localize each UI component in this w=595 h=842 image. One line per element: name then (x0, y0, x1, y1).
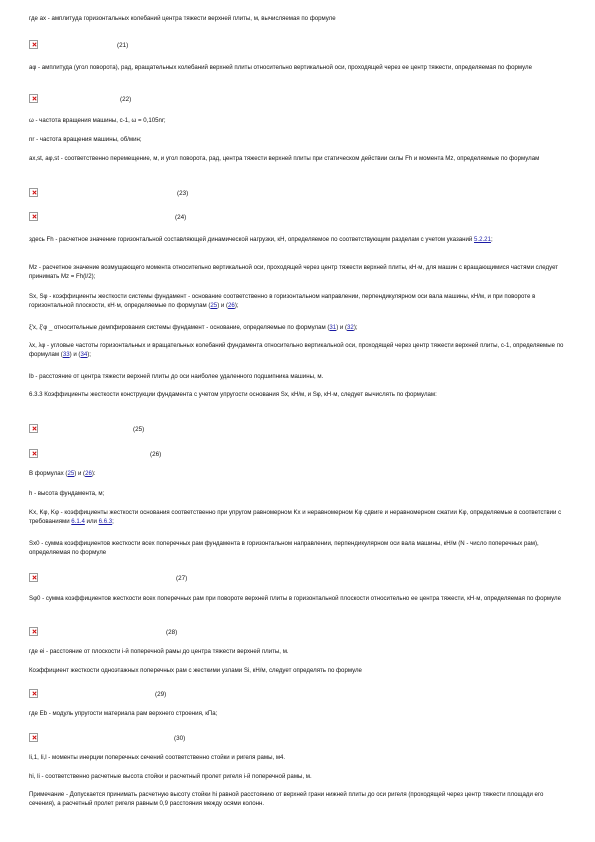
formula-number: (29) (155, 691, 167, 698)
broken-image-icon (29, 424, 38, 433)
paragraph: здесь Fh - расчетное значение горизонтальной составляющей динамической нагрузки, кН, определяемое по соответствующим разделам с учетом указаний 5.2.21; (29, 236, 493, 243)
paragraph: Sφ0 - сумма коэффициентов жесткости всех поперечных рам при повороте верхней плиты в горизонтальной плоскости относительно ее центра тяжести, кН·м, определяемая по формуле (29, 595, 561, 602)
paragraph: aφ - амплитуда (угол поворота), рад, вращательных колебаний верхней плиты относительно вертикальной оси, проходящей через ее центр тяжести, определяемая по формуле (29, 64, 532, 71)
paragraph: lb - расстояние от центра тяжести верхней плиты до оси наиболее удаленного подшипника машины, м. (29, 373, 324, 380)
formula-number: (27) (176, 575, 188, 582)
formula-number: (21) (117, 42, 129, 49)
broken-image-icon (29, 94, 38, 103)
paragraph: ω - частота вращения машины, с-1, ω = 0,105nr; (29, 117, 166, 124)
broken-image-icon (29, 733, 38, 742)
formula-number: (28) (166, 629, 178, 636)
formula-link[interactable]: 26 (85, 470, 92, 477)
broken-image-icon (29, 627, 38, 636)
section-link[interactable]: 5.2.21 (474, 236, 491, 243)
paragraph: λx, λφ - угловые частоты горизонтальных и вращательных колебаний фундамента относительно вертикальной оси, проходящей через центр тяжести верхней плиты, с-1, определяемые по формулам (33) и (34); (29, 342, 564, 358)
broken-image-icon (29, 188, 38, 197)
formula-number: (25) (133, 426, 145, 433)
paragraph: Sx0 - сумма коэффициентов жесткости всех поперечных рам фундамента в горизонтальном направлении, перпендикулярном оси вала машины, кН/м (N - число поперечных рам), определяемая по формуле (29, 540, 539, 556)
formula-link[interactable]: 31 (329, 324, 337, 331)
formula-link[interactable]: 32 (347, 324, 354, 331)
section-link[interactable]: 6.6.3 (98, 517, 113, 525)
broken-image-icon (29, 449, 38, 458)
section-link[interactable]: 6.1.4 (71, 517, 85, 525)
paragraph: Sx, Sφ - коэффициенты жесткости системы фундамент - основание соответственно в горизонтальном направлении, перпендикулярном оси вала машины, кН/м, и при повороте в горизонтальной плоскости, кН·м, определяемые по формулам (25) и (26); (29, 293, 536, 309)
formula-number: (26) (150, 451, 162, 458)
broken-image-icon (29, 40, 38, 49)
note-paragraph: Примечание - Допускается принимать расчетную высоту стойки hi равной расстоянию от верхней грани нижней плиты до оси ригеля (проходящей через центр тяжести площади его сечения), а расчетный пролет ригеля равным 0,9 расстояния между осями колонн. (29, 791, 544, 807)
paragraph: ξ'x, ξ'φ _ относительные демпфирования системы фундамент - основание, определяемые по формулам (31) и (32); (29, 324, 358, 331)
paragraph: nr - частота вращения машины, об/мин; (29, 136, 142, 143)
formula-link[interactable]: 25 (67, 470, 75, 477)
paragraph: где ax - амплитуда горизонтальных колебаний центра тяжести верхней плиты, м, вычисляемая по формуле (29, 15, 336, 22)
formula-number: (24) (175, 214, 187, 221)
paragraph: где Eb - модуль упругости материала рам верхнего строения, кПа; (29, 710, 218, 717)
broken-image-icon (29, 689, 38, 698)
paragraph: hi, li - соответственно расчетные высота стойки и расчетный пролет ригеля i-й поперечной рамы, м. (29, 773, 312, 780)
paragraph: Kx, Kφ, Kφ - коэффициенты жесткости основания соответственно при упругом равномерном Kx и неравномерном Kφ сдвиге и неравномерном сжатии Kφ, определяемые в соответствии с требованиями 6.1.4 или 6.6.3; (29, 509, 562, 525)
formula-link[interactable]: 34 (80, 350, 88, 358)
paragraph: где ei - расстояние от плоскости i-й поперечной рамы до центра тяжести верхней плиты, м. (29, 648, 289, 655)
formula-link[interactable]: 26 (228, 301, 235, 309)
paragraph: 6.3.3 Коэффициенты жесткости конструкции фундамента с учетом упругости основания Sx, кН/м, и Sφ, кН·м, следует вычислять по формулам: (29, 391, 437, 398)
paragraph: Коэффициент жесткости одноэтажных поперечных рам с жесткими узлами Si, кН/м, следует определять по формуле (29, 667, 362, 674)
paragraph: В формулах (25) и (26): (29, 470, 96, 477)
paragraph: Ii,1, Ii,l - моменты инерции поперечных сечений соответственно стойки и ригеля рамы, м4. (29, 754, 286, 761)
formula-number: (23) (177, 190, 189, 197)
formula-link[interactable]: 25 (210, 301, 218, 309)
paragraph: h - высота фундамента, м; (29, 490, 105, 497)
broken-image-icon (29, 573, 38, 582)
formula-link[interactable]: 33 (62, 350, 70, 358)
formula-number: (30) (174, 735, 186, 742)
paragraph: Mz - расчетное значение возмущающего момента относительно вертикальной оси, проходящей через центр тяжести верхней плиты, кН·м, для машин с вращающимися частями следует принимать Mz = Fh(l/2); (29, 264, 559, 280)
broken-image-icon (29, 212, 38, 221)
formula-number: (22) (120, 96, 132, 103)
paragraph: ax,st, aφ,st - соответственно перемещение, м, и угол поворота, рад, центра тяжести верхней плиты при статическом действии силы Fh и момента Mz, определяемые по формулам (29, 155, 540, 162)
